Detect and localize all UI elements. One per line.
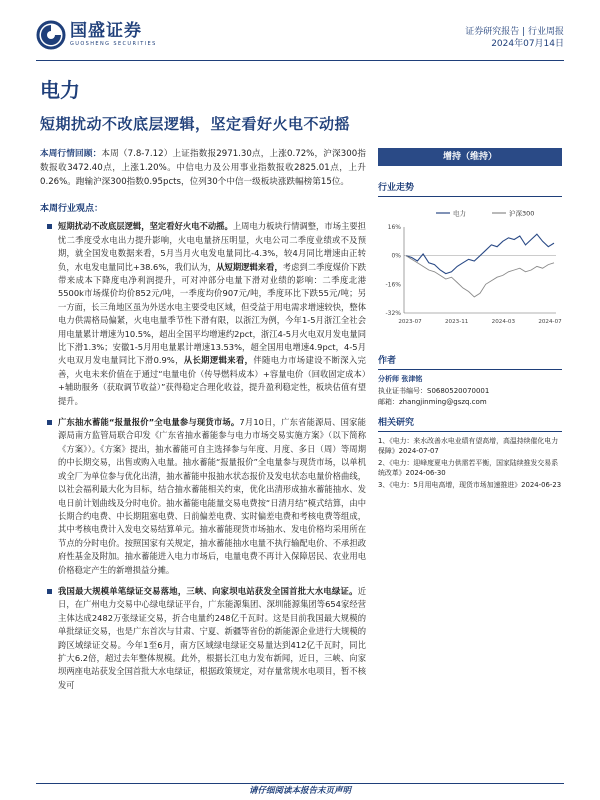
viewpoint-text: 近日，在广州电力交易中心绿电绿证平台，广东能源集团、深圳能源集团等654家经营主体达成2482万张绿证交易，折合电量约248亿千瓦时。这是目前我国最大规模的单批绿证交易，也是广东首次与甘肃、宁夏、新疆等省份的新能源企业进行大规模的跨区域绿证交易。今年1至6月，南方区域绿电绿证交易量达到412亿千瓦时，同比扩大6.2倍，超过去年整体规模。此外，根据长江电力发布新闻，近日，三峡、向家坝两座电站获发全国首批大水电绿证，根据政策规定，对存量常规水电项目，暂不核发可 [58, 585, 366, 690]
weekly-review [40, 148, 366, 189]
x-tick-label: 2024-07 [538, 319, 562, 325]
legend-label: 沪深300 [509, 209, 535, 218]
logo-chinese-name: 国盛证券 [70, 21, 142, 41]
analyst-email[interactable]: 邮箱：zhangjinming@gszq.com [378, 398, 487, 406]
related-title: 相关研究 [378, 415, 562, 432]
company-logo [36, 20, 157, 50]
header-divider [36, 60, 564, 61]
series-line-power [406, 234, 554, 273]
analyst-name: 分析师 张津铭 [378, 375, 423, 383]
y-tick-label: 0% [391, 252, 401, 260]
sidebar [378, 148, 562, 491]
report-headline: 短期扰动不改底层逻辑，坚定看好火电不动摇 [40, 115, 351, 133]
viewpoint-text: 上周电力板块行情调整，市场主要担忧二季度受水电出力提升影响，火电电量挤压明显，火电公司二季度业绩或不及预期，就全国发电数据来看，5月当月火电发电量同比-4.3%，较4月同比增速由正转负，水电发电量同比+38.6%，我们认为， [58, 221, 366, 272]
related-report[interactable]: 2、《电力：迎峰度夏电力供需若平衡，国家陆续推发交易系统改革》2024-06-30 [378, 458, 559, 478]
industry-trend-chart [378, 205, 562, 335]
viewpoint-text-2: 考虑到二季度煤价下跌带来成本下降度电净利润提升，可对冲部分电量下滑对业绩的影响：二季度北港5500k市场煤价均价852元/吨，一季度均价907元/吨，季度环比下跌55元/吨；另一方面，长三角地区虽为外送水电主要受电区域，但受益于用电需求增速较快，整体电力供需格局偏紧，火电电量季节性下滑有限，以浙江为例，今年1-5月浙江全社会用电量累计增速为10.5%，超出全国平均增速约2pct，浙江4-5月火电双月发电量同比下滑1.3%；安徽1-5月用电量累计增速13.53%，超全国用电增速4.9pct，4-5月火电双月发电量同比下滑0.9%， [58, 261, 366, 366]
bullet-square-icon [47, 589, 52, 594]
viewpoint-lead: 广东抽水蓄能“报量报价”全电量参与现货市场。 [58, 417, 240, 428]
x-tick-label: 2024-03 [491, 319, 516, 325]
page-header [0, 0, 600, 60]
rating-badge: 增持（维持） [378, 148, 562, 166]
analyst-cert: 执业证书编号：S0680520070001 [378, 386, 490, 395]
section-title: 本周行业观点： [40, 204, 104, 215]
guosheng-logo-icon [36, 20, 66, 50]
analyst-title: 作者 [378, 353, 562, 370]
legend-label: 电力 [453, 209, 466, 218]
related-report[interactable]: 1、《电力：来水改善水电业绩有望高增，高温持续催化电力保障》2024-07-07 [378, 436, 559, 456]
viewpoint-subhead-2: 从长期逻辑来看， [183, 355, 254, 366]
bullet-square-icon [47, 420, 52, 425]
viewpoint-lead: 我国最大规模单笔绿证交易落地，三峡、向家坝电站获发全国首批大水电绿证。 [58, 585, 358, 596]
y-tick-label: -16% [385, 281, 401, 289]
viewpoint-text-3: 伴随电力市场建设不断深入完善，火电未来价值在于通过“电量电价（传导燃料成本）+容量电价（回收固定成本）+辅助服务（获取调节收益）”获得稳定合理化收益，提升盈利稳定性，板块估值有望提升。 [58, 355, 366, 406]
x-tick-label: 2023-11 [444, 319, 469, 325]
industry-title: 电力 [40, 78, 80, 102]
viewpoint-item [40, 220, 366, 408]
x-tick-label: 2023-07 [398, 319, 422, 325]
viewpoint-item [40, 585, 366, 692]
main-column [40, 148, 366, 700]
related-report[interactable]: 3、《电力：5月用电高增，现货市场加速推进》2024-06-23 [378, 480, 562, 489]
trend-title: 行业走势 [378, 180, 562, 197]
report-date: 2024年07月14日 [491, 39, 564, 49]
review-text: 本周（7.8-7.12）上证指数报2971.30点，上涨0.72%，沪深300指数报收3472.40点，上涨1.20%。中信电力及公用事业指数报收2825.01点，上升0.26%。跑输沪深300指数0.95pcts，位列30个中信一级板块涨跌幅榜第15位。 [40, 149, 366, 187]
review-label: 本周行情回顾： [40, 149, 102, 159]
viewpoint-subhead: 从短期逻辑来看， [216, 261, 283, 272]
y-tick-label: 16% [387, 224, 401, 231]
viewpoint-item [40, 416, 366, 577]
y-tick-label: -32% [385, 310, 401, 317]
logo-english-name: GUOSHENG SECURITIES [70, 41, 157, 47]
footer-note: 请仔细阅读本报告末页声明 [248, 786, 351, 796]
viewpoint-text: 7月10日，广东省能源局、国家能源局南方监管局联合印发《广东省抽水蓄能参与电力市场交易实施方案》（以下简称《方案》）。《方案》提出，抽水蓄能可自主选择参与年度、月度、多日（周）等周期的中长期交易，出售或购入电量。抽水蓄能“报量报价”全电量参与现货市场，以单机或全厂为单位参与优化出清，抽水蓄能申报抽水状态报价及发电状态电量价格曲线，以社会福利最大化为目标，结合抽水蓄能相关约束，优化出清形成抽水蓄能抽水、发电日前计划曲线及分时电价。抽水蓄能电能量交易电费按“日清月结”模式结算，由中长期合约电费、中长期阻塞电费、日前偏差电费、实时偏差电费和考核电费等组成，其中考核电费计入发电交易结算单元。抽水蓄能现货市场抽水、发电价格均采用所在节点的分时电价。按照国家有关规定，抽水蓄能抽水电量不执行输配电价、不承担政府性基金及附加。抽水蓄能进入电力市场后，电量电费不再计入保障居民、农业用电价格稳定产生的新增损益分摊。 [58, 417, 366, 575]
bullet-square-icon [47, 224, 52, 229]
viewpoint-lead: 短期扰动不改底层逻辑，坚定看好火电不动摇。 [58, 221, 233, 232]
report-type: 证券研究报告 | 行业周报 [465, 27, 564, 37]
